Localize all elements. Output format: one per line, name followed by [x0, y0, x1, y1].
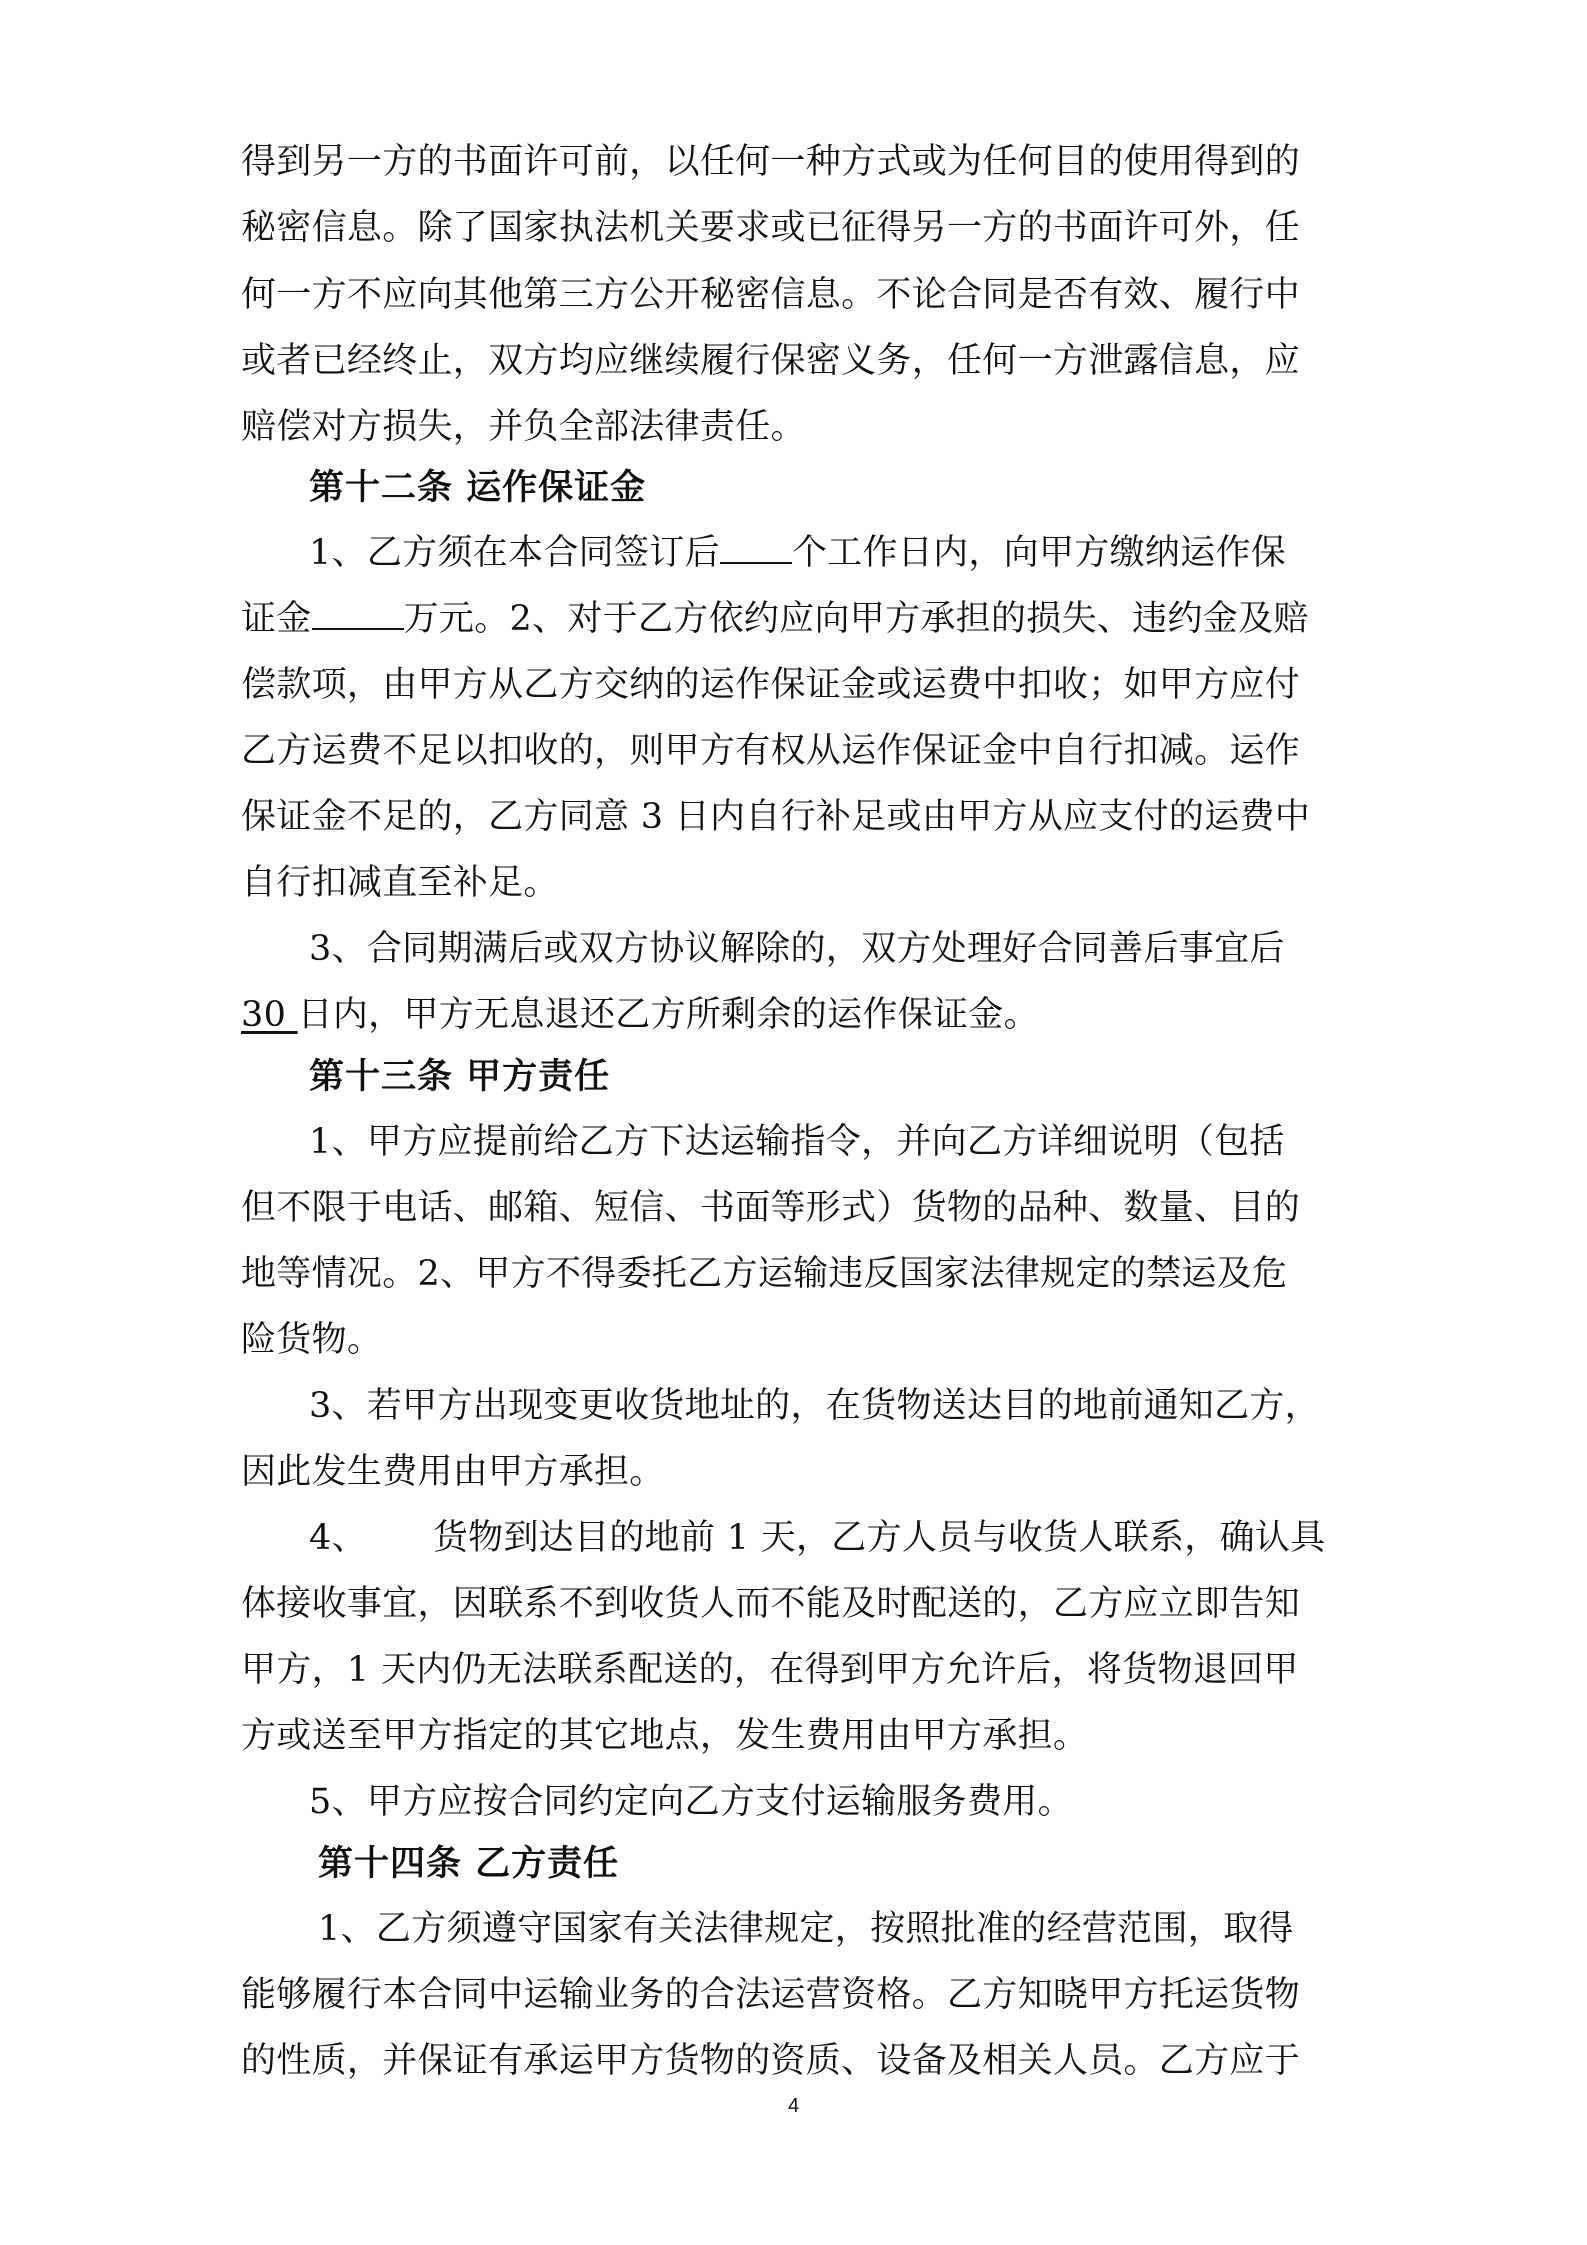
paragraph-line: 但不限于电话、邮箱、短信、书面等形式）货物的品种、数量、目的 [241, 1188, 1301, 1228]
paragraph-line: 甲方，1 天内仍无法联系配送的，在得到甲方允许后，将货物退回甲 [241, 1650, 1299, 1690]
paragraph-line: 秘密信息。除了国家执法机关要求或已征得另一方的书面许可外，任 [241, 208, 1301, 248]
underlined-number: 30 [241, 995, 298, 1035]
page-number: 4 [787, 2095, 800, 2117]
paragraph-line: 1、甲方应提前给乙方下达运输指令，并向乙方详细说明（包括 [309, 1122, 1285, 1162]
paragraph-line: 3、若甲方出现变更收货地址的，在货物送达目的地前通知乙方， [309, 1386, 1320, 1426]
item-number: 4、 [309, 1518, 367, 1558]
paragraph-line: 乙方运费不足以扣收的，则甲方有权从运作保证金中自行扣减。运作 [241, 731, 1301, 771]
paragraph-line: 何一方不应向其他第三方公开秘密信息。不论合同是否有效、履行中 [241, 275, 1301, 315]
paragraph-line: 5、甲方应按合同约定向乙方支付运输服务费用。 [309, 1782, 1073, 1822]
article-heading: 第十三条 甲方责任 [309, 1056, 611, 1097]
paragraph-line: 体接收事宜，因联系不到收货人而不能及时配送的，乙方应立即告知 [241, 1584, 1301, 1624]
fill-in-blank [312, 598, 404, 630]
paragraph-line: 险货物。 [241, 1320, 383, 1360]
paragraph-line: 地等情况。2、甲方不得委托乙方运输违反国家法律规定的禁运及危 [241, 1254, 1288, 1294]
text-span: 货物到达目的地前 1 天，乙方人员与收货人联系，确认具 [432, 1518, 1326, 1558]
text-span: 证金 [241, 599, 312, 639]
paragraph-line: 或者已经终止，双方均应继续履行保密义务，任何一方泄露信息，应 [241, 341, 1301, 381]
text-span: 1、乙方须在本合同签订后 [309, 533, 720, 573]
paragraph-line: 得到另一方的书面许可前，以任何一种方式或为任何目的使用得到的 [241, 142, 1301, 182]
paragraph-line [241, 597, 1309, 641]
paragraph-line: 偿款项，由甲方从乙方交纳的运作保证金或运费中扣收；如甲方应付 [241, 665, 1301, 705]
paragraph-line: 因此发生费用由甲方承担。 [241, 1452, 665, 1492]
paragraph-line: 的性质，并保证有承运甲方货物的资质、设备及相关人员。乙方应于 [241, 2041, 1301, 2081]
paragraph-line: 保证金不足的，乙方同意 3 日内自行补足或由甲方从应支付的运费中 [241, 797, 1311, 837]
text-span: 个工作日内，向甲方缴纳运作保 [791, 533, 1287, 573]
paragraph-line [241, 993, 1039, 1037]
paragraph-line: 1、乙方须遵守国家有关法律规定，按照批准的经营范围，取得 [318, 1909, 1294, 1949]
text-span: 万元。2、对于乙方依约应向甲方承担的损失、违约金及赔 [403, 599, 1309, 639]
paragraph-line [309, 1516, 1326, 1560]
paragraph-line: 赔偿对方损失，并负全部法律责任。 [241, 407, 806, 447]
paragraph-line: 自行扣减直至补足。 [241, 863, 559, 903]
paragraph-line: 3、合同期满后或双方协议解除的，双方处理好合同善后事宜后 [309, 929, 1285, 969]
article-heading: 第十二条 运作保证金 [309, 467, 647, 508]
text-span: 日内，甲方无息退还乙方所剩余的运作保证金。 [297, 995, 1039, 1035]
article-heading: 第十四条 乙方责任 [318, 1843, 620, 1884]
paragraph-line: 方或送至甲方指定的其它地点，发生费用由甲方承担。 [241, 1716, 1089, 1756]
fill-in-blank [720, 532, 792, 564]
paragraph-line [309, 531, 1286, 575]
paragraph-line: 能够履行本合同中运输业务的合法运营资格。乙方知晓甲方托运货物 [241, 1975, 1301, 2015]
